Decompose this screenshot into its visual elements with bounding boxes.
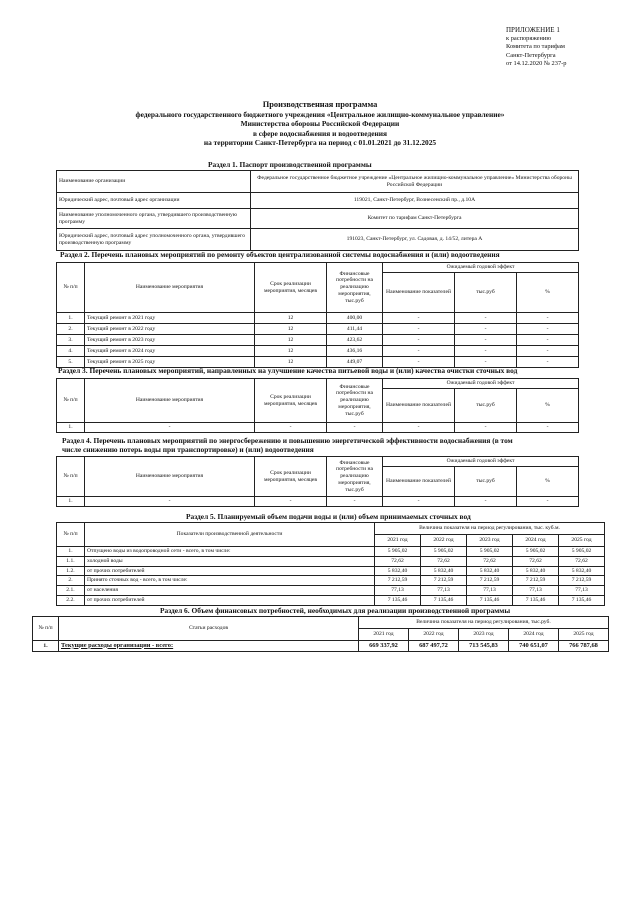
appendix-line: ПРИЛОЖЕНИЕ 1 [506, 26, 560, 34]
table-cell: 72,62 [559, 556, 605, 566]
table-cell: 5. [57, 357, 85, 368]
table-cell: 2.2. [57, 595, 85, 605]
column-header: Наименование мероприятия [85, 263, 255, 313]
appendix-line: от 14.12.2020 № 237-р [506, 60, 567, 68]
table-cell: 77,13 [513, 586, 559, 596]
year-header: 2023 год [467, 535, 513, 547]
table-cell: 1. [57, 423, 85, 433]
table-cell: 12 [255, 335, 327, 346]
table-cell: Отпущено воды из водопроводной сети - всего, в том числе: [85, 547, 375, 557]
column-header: % [517, 273, 579, 313]
column-header: Показатели производственной деятельности [85, 523, 375, 547]
table-cell: 72,62 [467, 556, 513, 566]
table-cell: - [383, 423, 455, 433]
table-cell: - [455, 357, 517, 368]
table-cell: 740 651,07 [509, 641, 559, 652]
column-header: % [517, 467, 579, 497]
table-cell: 687 497,72 [409, 641, 459, 652]
column-header: тыс.руб [455, 389, 517, 423]
table-row [57, 335, 579, 346]
table-cell: Текущий ремонт в 2023 году [85, 335, 255, 346]
table-cell: 5 905,02 [375, 547, 421, 557]
table-cell: - [455, 335, 517, 346]
table-cell: 12 [255, 324, 327, 335]
table-row [57, 497, 579, 507]
section3-heading: Раздел 3. Перечень плановых мероприятий, направленных на улучшение качества питьевой воды и (или) качества очистки сточных вод [58, 366, 518, 375]
table-row [57, 171, 579, 193]
table-cell: 77,13 [421, 586, 467, 596]
table-cell: - [383, 357, 455, 368]
table-cell: Наименование уполномоченного органа, утвердившего производственную программу [57, 209, 251, 229]
section5-table [56, 522, 605, 606]
table-row [57, 346, 579, 357]
table-cell: - [455, 324, 517, 335]
table-cell: 5 905,02 [421, 547, 467, 557]
table-cell: 7 135,46 [513, 595, 559, 605]
column-header: % [517, 389, 579, 423]
section1-heading: Раздел 1. Паспорт производственной программы [208, 160, 372, 169]
table-cell: 5 832,40 [559, 566, 605, 576]
table-cell: - [455, 313, 517, 324]
table-cell: 7 135,46 [559, 595, 605, 605]
column-header: № п/п [57, 523, 85, 547]
title-line: федерального государственного бюджетного учреждения «Центральное жилищно-коммунальное управление» [135, 109, 505, 119]
table-cell: 7 212,59 [375, 576, 421, 586]
table-cell: Наименование организации [57, 171, 251, 193]
table-cell: 12 [255, 313, 327, 324]
table-cell: холодной воды [85, 556, 375, 566]
table-cell: 5 832,40 [467, 566, 513, 576]
table-cell: 4. [57, 346, 85, 357]
table-cell: 2. [57, 324, 85, 335]
table-cell: 119021, Санкт-Петербург, Вознесенский пр., д.10А [251, 193, 579, 209]
table-cell: от населения [85, 586, 375, 596]
table-row [57, 595, 605, 605]
appendix-line: Санкт-Петербурга [506, 51, 556, 59]
section6-heading: Раздел 6. Объем финансовых потребностей, необходимых для реализации производственной программы [160, 606, 511, 615]
table-cell: 449,07 [327, 357, 383, 368]
table-cell: - [517, 346, 579, 357]
section4-table [56, 456, 579, 507]
table-cell: 77,13 [467, 586, 513, 596]
year-header: 2022 год [421, 535, 467, 547]
table-row [57, 229, 579, 251]
table-cell: - [255, 423, 327, 433]
table-cell: - [383, 346, 455, 357]
table-cell: Юридический адрес, почтовый адрес организации [57, 193, 251, 209]
table-cell: Текущий ремонт в 2021 году [85, 313, 255, 324]
column-header: Наименование показателей [383, 389, 455, 423]
table-cell: Юридический адрес, почтовый адрес уполномоченного органа, утвердившего производственную программу [57, 229, 251, 251]
table-cell: 12 [255, 346, 327, 357]
table-cell: - [383, 324, 455, 335]
table-cell: Комитет по тарифам Санкт-Петербурга [251, 209, 579, 229]
table-cell: 77,13 [559, 586, 605, 596]
table-row [57, 566, 605, 576]
document-title [130, 100, 510, 148]
table-row [57, 547, 605, 557]
table-cell: 7 212,59 [559, 576, 605, 586]
year-header: 2023 год [459, 629, 509, 641]
table-cell: 7 135,46 [375, 595, 421, 605]
table-cell: - [517, 313, 579, 324]
table-cell: 7 212,59 [421, 576, 467, 586]
table-header-row [57, 379, 579, 389]
table-cell: 1. [57, 497, 85, 507]
table-row [57, 193, 579, 209]
section6-table [32, 616, 609, 652]
table-row [57, 556, 605, 566]
column-header: № п/п [57, 379, 85, 423]
table-cell: - [255, 497, 327, 507]
column-header: Ожидаемый годовой эффект [383, 379, 579, 389]
table-cell: - [455, 346, 517, 357]
table-cell: 2. [57, 576, 85, 586]
column-header: № п/п [33, 617, 59, 641]
section2-table [56, 262, 579, 368]
table-cell: Текущий ремонт в 2024 году [85, 346, 255, 357]
column-header: № п/п [57, 457, 85, 497]
column-header: Наименование показателей [383, 273, 455, 313]
title-line: на территории Санкт-Петербурга на период с 01.01.2021 до 31.12.2025 [203, 138, 437, 148]
table-cell: - [455, 423, 517, 433]
column-header: Наименование мероприятия [85, 379, 255, 423]
table-header-row [33, 617, 609, 629]
table-cell: 400,00 [327, 313, 383, 324]
table-cell: 5 832,40 [375, 566, 421, 576]
year-header: 2022 год [409, 629, 459, 641]
table-cell: 12 [255, 357, 327, 368]
table-cell: от прочих потребителей [85, 595, 375, 605]
column-header: тыс.руб [455, 467, 517, 497]
year-header: 2024 год [513, 535, 559, 547]
table-cell: Принято сточных вод - всего, в том числе: [85, 576, 375, 586]
table-cell: Федеральное государственное бюджетное учреждение «Центральное жилищно-коммунальное управление» Министерства обороны Российской Федерации [251, 171, 579, 193]
table-cell: - [517, 497, 579, 507]
table-header-row [57, 457, 579, 467]
year-header: 2021 год [375, 535, 421, 547]
table-cell: 5 832,40 [421, 566, 467, 576]
table-cell: 77,13 [375, 586, 421, 596]
table-cell: - [517, 357, 579, 368]
column-header: Финансовые потребности на реализацию мероприятия, тыс.руб [327, 379, 383, 423]
table-cell: 7 135,46 [421, 595, 467, 605]
table-cell: - [85, 497, 255, 507]
table-cell: - [327, 497, 383, 507]
table-cell: - [85, 423, 255, 433]
table-cell: 411,44 [327, 324, 383, 335]
year-header: 2025 год [559, 629, 609, 641]
table-cell: Текущие расходы организации - всего: [59, 641, 359, 652]
table-header-row [57, 523, 605, 535]
column-header: Финансовые потребности на реализацию мероприятия, тыс.руб [327, 457, 383, 497]
table-cell: от прочих потребителей [85, 566, 375, 576]
table-cell: Текущий ремонт в 2025 году [85, 357, 255, 368]
table-cell: 3. [57, 335, 85, 346]
column-header: Наименование показателей [383, 467, 455, 497]
table-cell: 2.1. [57, 586, 85, 596]
column-header: Величина показателя на период регулирования, тыс. куб.м. [375, 523, 605, 535]
table-cell: 5 832,40 [513, 566, 559, 576]
section4-heading: Раздел 4. Перечень плановых мероприятий по энергосбережению и повышению энергетической эффективности водоснабжения (в том [62, 436, 513, 445]
table-cell: - [517, 423, 579, 433]
table-cell: 423,62 [327, 335, 383, 346]
section3-table [56, 378, 579, 433]
table-row [57, 576, 605, 586]
column-header: Финансовые потребности на реализацию мероприятия, тыс.руб [327, 263, 383, 313]
year-header: 2021 год [359, 629, 409, 641]
appendix-header [506, 26, 566, 69]
table-cell: 7 135,46 [467, 595, 513, 605]
table-cell: - [327, 423, 383, 433]
table-row [57, 209, 579, 229]
section5-heading: Раздел 5. Планируемый объем подачи воды и (или) объем принимаемых сточных вод [186, 512, 471, 521]
table-row [33, 641, 609, 652]
table-cell: 7 212,59 [467, 576, 513, 586]
year-header: 2024 год [509, 629, 559, 641]
table-cell: 191023, Санкт-Петербург, ул. Садовая, д. 14/52, литера А [251, 229, 579, 251]
table-row [57, 324, 579, 335]
table-cell: 72,62 [421, 556, 467, 566]
table-cell: - [383, 335, 455, 346]
year-header: 2025 год [559, 535, 605, 547]
column-header: Срок реализации мероприятия, месяцев [255, 379, 327, 423]
table-row [57, 423, 579, 433]
table-cell: 436,16 [327, 346, 383, 357]
section2-heading: Раздел 2. Перечень плановых мероприятий по ремонту объектов централизованной системы водоснабжения и (или) водоотведения [60, 250, 500, 259]
title-line: Министерства обороны Российской Федерации [240, 119, 400, 129]
table-cell: 5 905,02 [559, 547, 605, 557]
column-header: тыс.руб [455, 273, 517, 313]
column-header: Срок реализации мероприятия, месяцев [255, 263, 327, 313]
table-row [57, 586, 605, 596]
table-cell: Текущий ремонт в 2022 году [85, 324, 255, 335]
table-cell: 72,62 [513, 556, 559, 566]
table-cell: 766 787,68 [559, 641, 609, 652]
column-header: Ожидаемый годовой эффект [383, 457, 579, 467]
table-cell: 5 905,02 [513, 547, 559, 557]
section1-table [56, 170, 579, 251]
table-cell: - [383, 497, 455, 507]
title-line: Производственная программа [262, 100, 378, 109]
table-cell: 713 545,83 [459, 641, 509, 652]
table-cell: - [383, 313, 455, 324]
table-cell: - [455, 497, 517, 507]
column-header: № п/п [57, 263, 85, 313]
table-cell: 7 212,59 [513, 576, 559, 586]
column-header: Срок реализации мероприятия, месяцев [255, 457, 327, 497]
table-row [57, 313, 579, 324]
column-header: Наименование мероприятия [85, 457, 255, 497]
table-cell: 1. [33, 641, 59, 652]
table-cell: 1. [57, 313, 85, 324]
column-header: Величина показателя на период регулирования, тыс.руб. [359, 617, 609, 629]
column-header: Статьи расходов [59, 617, 359, 641]
appendix-line: Комитета по тарифам [506, 43, 565, 51]
appendix-line: к распоряжению [506, 34, 552, 42]
table-cell: - [517, 324, 579, 335]
table-cell: 1.2. [57, 566, 85, 576]
table-header-row [57, 263, 579, 273]
table-cell: 1. [57, 547, 85, 557]
title-line: в сфере водоснабжения и водоотведения [252, 128, 388, 138]
table-cell: - [517, 335, 579, 346]
table-cell: 1.1. [57, 556, 85, 566]
column-header: Ожидаемый годовой эффект [383, 263, 579, 273]
section4-heading: числе снижению потерь воды при транспортировке) и (или) водоотведения [62, 445, 314, 454]
table-cell: 72,62 [375, 556, 421, 566]
table-cell: 5 905,02 [467, 547, 513, 557]
table-cell: 669 337,92 [359, 641, 409, 652]
